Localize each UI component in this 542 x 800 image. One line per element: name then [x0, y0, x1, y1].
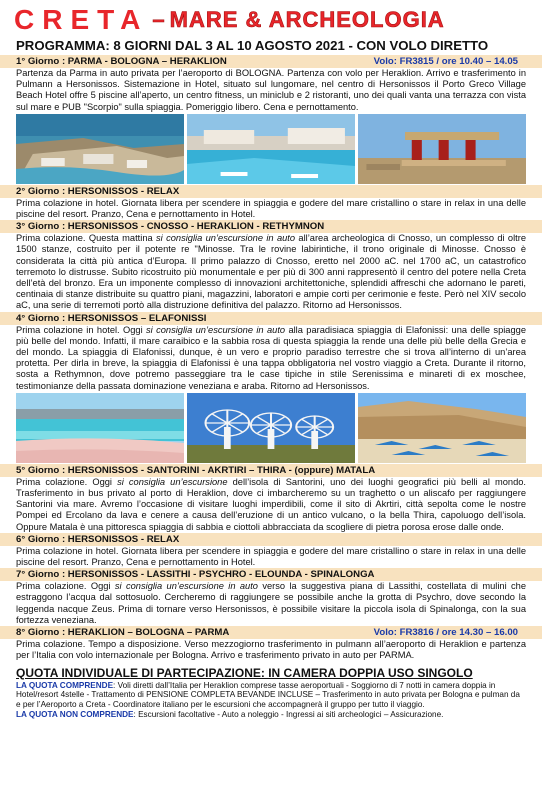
day-5-header [0, 464, 542, 477]
photo-matala-beach [358, 393, 526, 463]
day-7-title: 7° Giorno : HERSONISSOS - LASSITHI - PSYCHRO - ELOUNDA - SPINALONGA [16, 569, 375, 581]
quota-comprende: LA QUOTA COMPRENDE: Voli diretti dall’Italia per Heraklion comprese tasse aeroportuali - Soggiorno di 7 notti in camera doppia in Hotel/resort 4stelle - Trattamento di PENSIONE COMPLETA BEVANDE INCLUSE – Trasferimento in auto privata per Bologna e pulman da e per l’Aeroporto a Creta - Coordinatore italiano per le escursioni che accompagnerà il gruppo per tutto il viaggio. [16, 680, 520, 710]
quota-non-comprende: LA QUOTA NON COMPRENDE: Escursioni facoltative - Auto a noleggio - Ingressi ai siti archeologici – Assicurazione. [16, 709, 444, 719]
day-8-flight: Volo: FR3816 / ore 14.30 – 16.00 [373, 627, 518, 639]
day-1-text: Partenza da Parma in auto privata per l’aeroporto di BOLOGNA. Partenza con volo per Heraklion. Arrivo e trasferimento in Pulmann a Hersonissos. Sistemazione in Hotel, situato sul lungomare, nel centro di Hersonissos il Porto Greco Village Beach Hotel offre 5 piscine all’aperto, un centro fitness, un miniclub e 2 ristoranti, uno dei quali vanta una terrazza con vista sul mare e PUB "Scorpio" sulla spiaggia. Pomeriggio libero. Cena e pernottamento. [16, 68, 526, 112]
photo-row-1 [0, 113, 542, 185]
page-header [0, 0, 542, 40]
day-1-header [0, 55, 542, 68]
photo-harbor-aerial [16, 114, 184, 184]
quota-title: QUOTA INDIVIDUALE DI PARTECIPAZIONE: IN CAMERA DOPPIA USO SINGOLO [16, 665, 473, 680]
day-2-text: Prima colazione in hotel. Giornata libera per scendere in spiaggia e godere del mare cristallino o stare in relax in una delle piscine del resort. Pranzo, Cena e pernottamento in Hotel. [16, 197, 526, 220]
day-3-title: 3° Giorno : HERSONISSOS - CNOSSO - HERAKLION - RETHYMNON [16, 221, 325, 233]
photo-elafonissi-beach [16, 393, 184, 463]
day-8-title: 8° Giorno : HERAKLION – BOLOGNA – PARMA [16, 627, 230, 639]
photo-hotel-pool [187, 114, 355, 184]
day-7-text: Prima colazione. Oggi si consiglia un’escursione in auto verso la suggestiva piana di Lassithi, costellata di mulini che estraggono l’acqua dal sottosuolo. Cercheremo di raggiungere se possibile anche la grotta di Psychro, dove secondo la leggenda nacque Zeus. Prima di tornare verso Hersonissos, è possibile visitare la piccola isola di Spinalonga, con la sua fortezza veneziana. [16, 581, 526, 625]
title-subtitle: MARE & ARCHEOLOGIA [169, 7, 445, 32]
day-6-header [0, 533, 542, 546]
day-7-header [0, 568, 542, 581]
photo-knossos-ruins [358, 114, 526, 184]
day-8-text: Prima colazione. Tempo a disposizione. Verso mezzogiorno trasferimento in pulmann all’aeroporto di Heraklion e partenza per l’Italia con volo internazionale per Bologna. Arrivo e trasferimento privato in auto per PARMA. [16, 639, 526, 661]
day-2-title: 2° Giorno : HERSONISSOS - RELAX [16, 185, 180, 197]
day-1-flight: Volo: FR3815 / ore 10.40 – 14.05 [373, 56, 518, 67]
day-3-text: Prima colazione. Questa mattina si consiglia un’escursione in auto all’area archeologica di Cnosso, un complesso di oltre 1500 stanze, costruito per il potente re "Minosse. Tra le rovine labirintiche, il trono originale di Minosse. Cnosso è considerata la città più antica d’Europa. Il primo palazzo di Cnosso, eretto nel 2000 aC. nel 1700 aC, un catastrofico terremoto lo distrusse. Subito ricostruito più monumentale e per più di 300 anni rappresentò il centro del potere nella Creta dell’età del bronzo. Era un imponente complesso di innovazioni architettoniche, splendidi affreschi che adornano le pareti, centinaia di stanze distribuite su quattro piani, magazzini, laboratori e ampie corti per cerimonie e feste. Però nel XIV secolo aC, una serie di terremoti portò alla distruzione definitiva del palazzo. Ritorno ad Hersonissos. [16, 233, 527, 311]
day-4-title: 4° Giorno : HERSONISSOS – ELAFONISSI [16, 312, 207, 324]
title-separator: – [152, 7, 166, 32]
day-3-header [0, 220, 542, 233]
day-6-title: 6° Giorno : HERSONISSOS - RELAX [16, 533, 180, 545]
day-5-text: Prima colazione. Oggi si consiglia un’escursione dell’isola di Santorini, uno dei luoghi geografici più belli al mondo. Trasferimento in bus privato al porto di Heraklion, dove ci imbarcheremo su un traghetto o un aliscafo per raggiungere Santorini via mare. Avremo l’occasione di visitare luoghi imperdibili, come il sito di Akrtiri, città sepolta come le nostre Pompei ed Ercolano da lava e cenere a causa dell’eruzione di un antico vulcano, o la bella Thira, capoluogo dell’isola. Oppure Matala è una pittoresca spiaggia di sabbia e ciottoli abbracciata da scogliere di pietra porosa erose dalle onde. [16, 476, 526, 532]
title-creta: CRETA [14, 4, 149, 35]
day-1-title: 1° Giorno : PARMA - BOLOGNA – HERAKLION [16, 56, 227, 67]
day-8-header [0, 626, 542, 639]
day-4-header [0, 312, 542, 325]
day-2-header [0, 185, 542, 198]
photo-lassithi-windmills [187, 393, 355, 463]
photo-row-2 [0, 392, 542, 464]
day-5-title: 5° Giorno : HERSONISSOS - SANTORINI - AKRTIRI – THIRA - (oppure) MATALA [16, 464, 376, 476]
day-6-text: Prima colazione in hotel. Giornata libera per scendere in spiaggia e godere del mare cristallino o stare in relax in una delle piscine del resort. Pranzo, Cena e pernottamento in Hotel. [16, 545, 526, 568]
day-4-text: Prima colazione in hotel. Oggi si consiglia un’escursione in auto alla paradisiaca spiaggia di Elafonissi: una delle spiagge più belle del mondo. Infatti, il mare caraibico e la sabbia rosa di questa spiaggia la rende una delle più belle della Grecia e del mondo. La spiaggia di Elafonissi, dunque, è un vero e proprio paradiso terrestre che si trova all’interno di un’area protetta. Per dirla in breve, la spiaggia di Elafonissi è una tappa obbligatoria nel vostro viaggio a Creta. Durante il ritorno, sosta a Rethymnon, dove potremo passeggiare tra le case tipiche in stile Serenissima e minareti di ex moschee, testimonianze della passata dominazione veneziana e araba. Ritorno ad Hersonissos. [16, 324, 526, 391]
programma-line: PROGRAMMA: 8 GIORNI DAL 3 AL 10 AGOSTO 2021 - CON VOLO DIRETTO [16, 38, 489, 53]
